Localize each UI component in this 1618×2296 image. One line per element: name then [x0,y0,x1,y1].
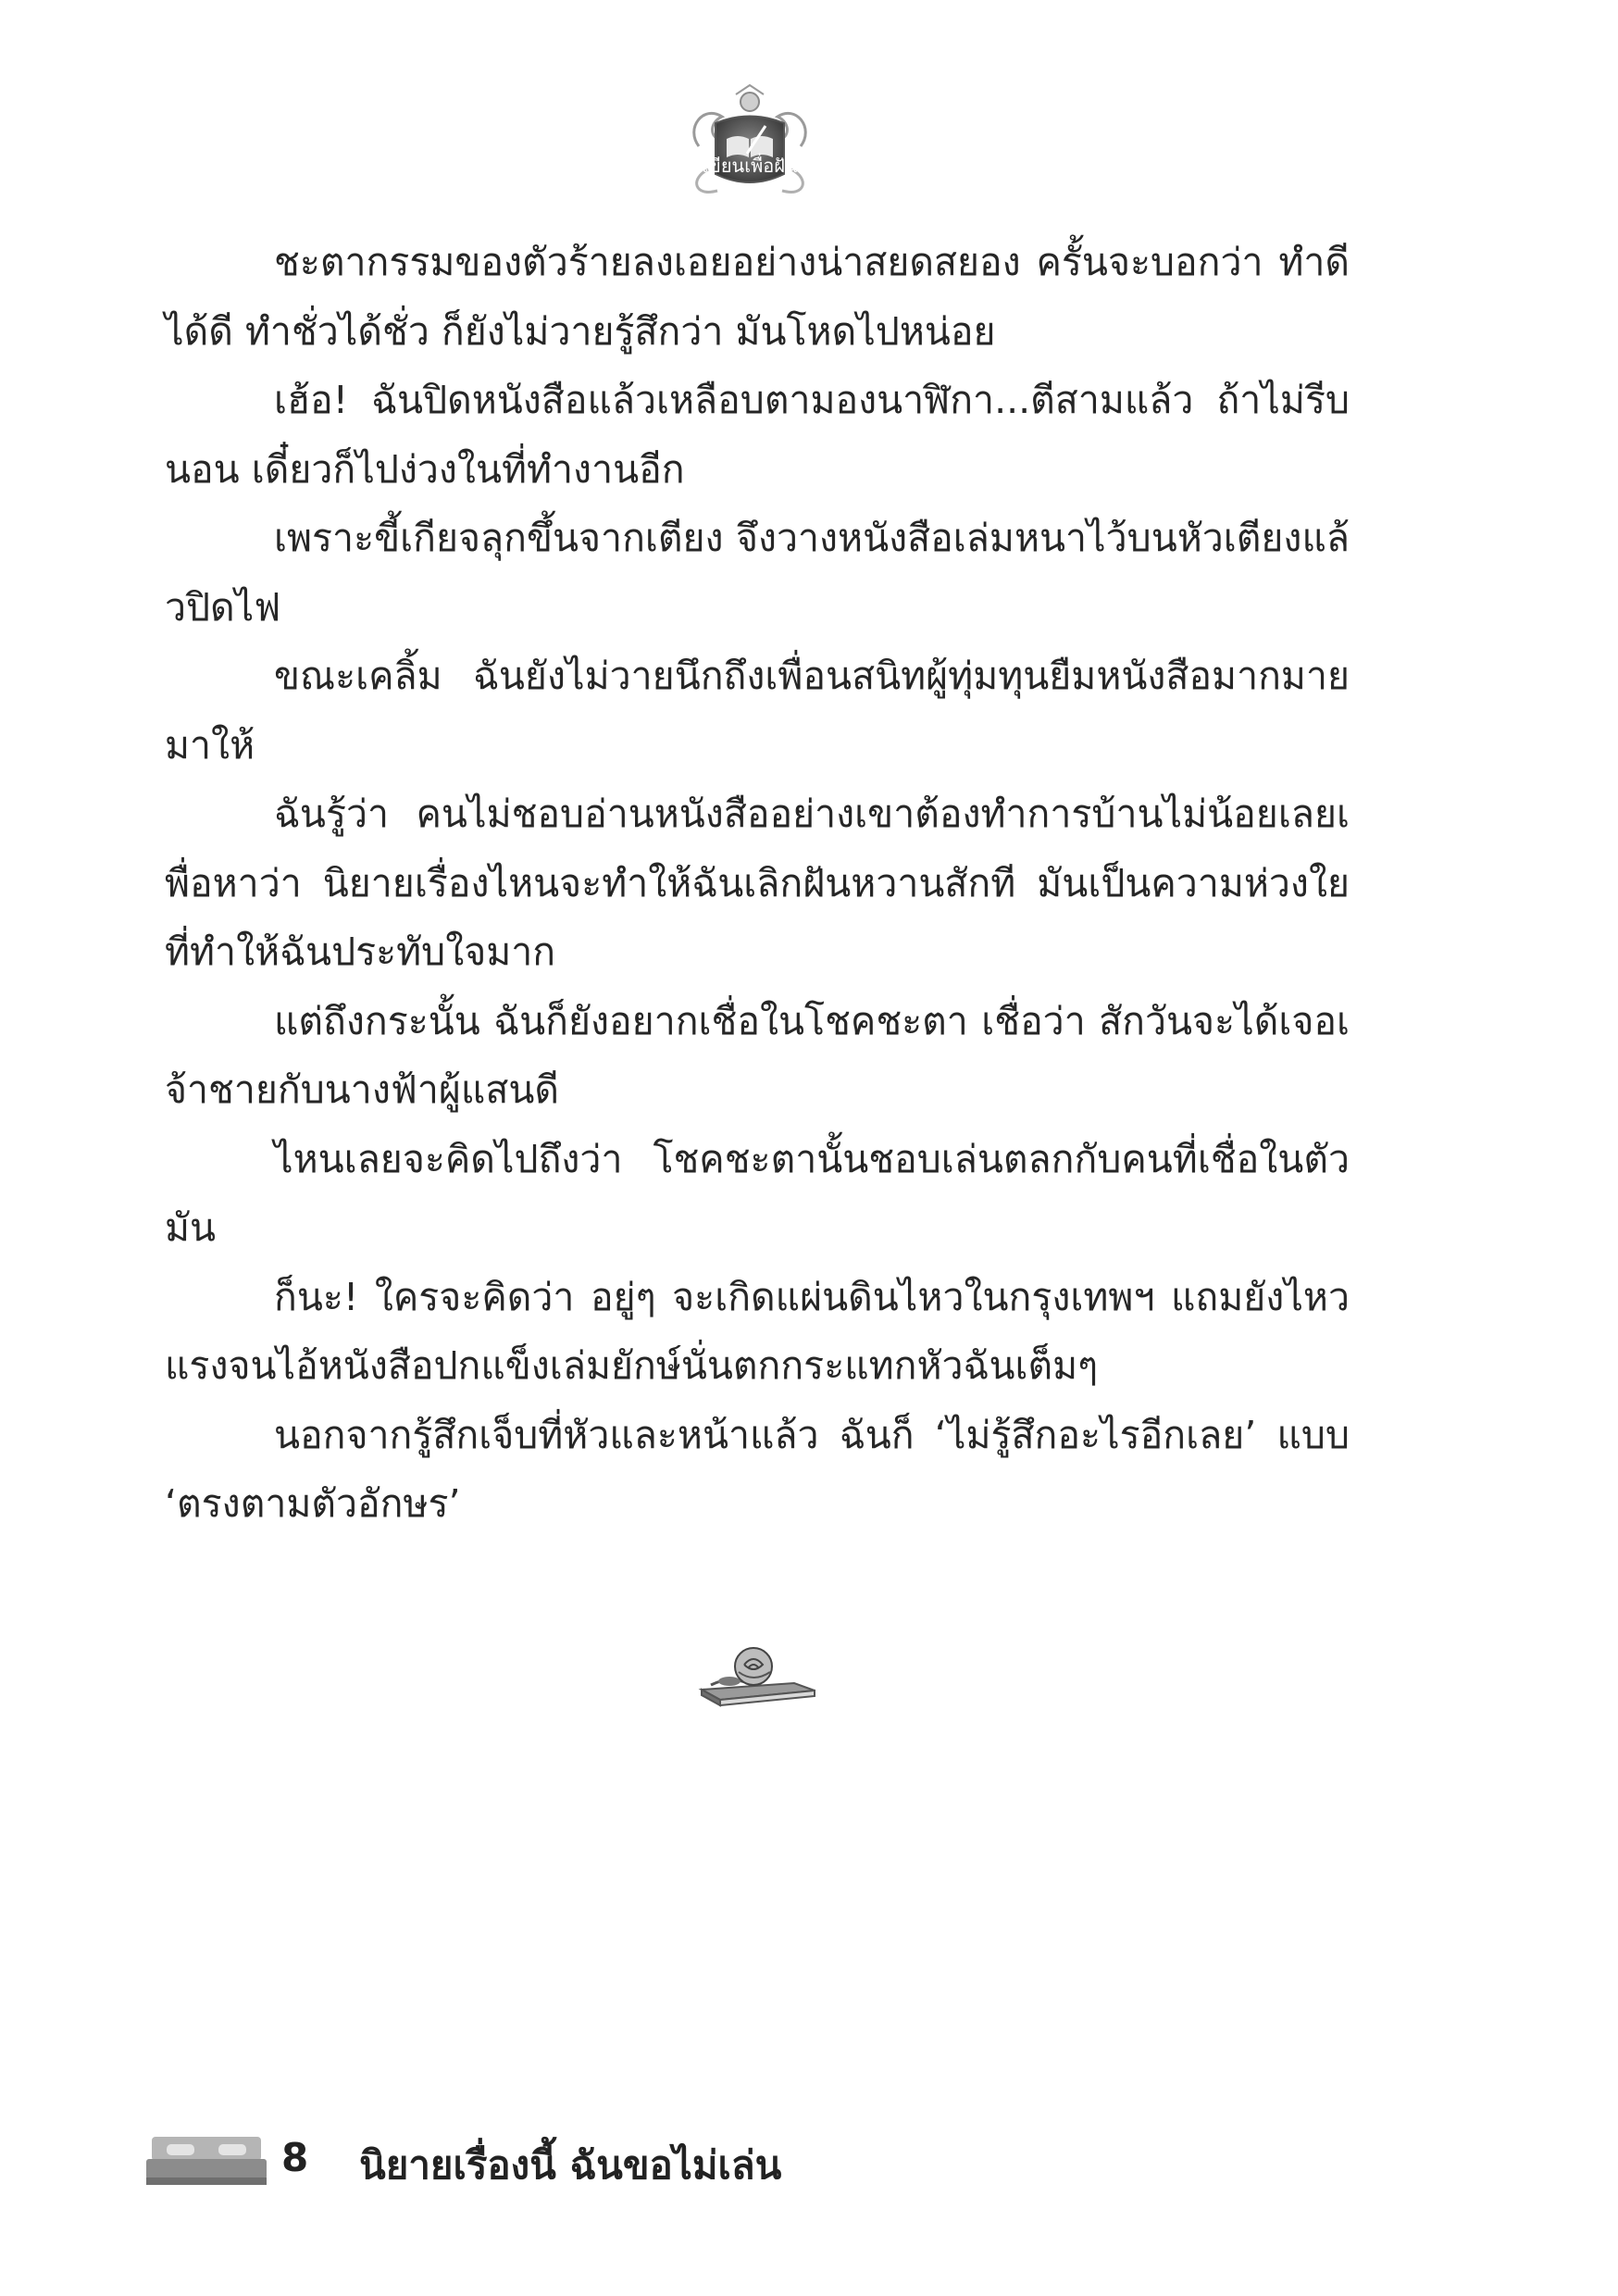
page-number: 8 [281,2135,309,2180]
paragraph: แต่ถึงกระนั้น ฉันก็ยังอยากเชื่อในโชคชะตา เชื่อว่า สักวันจะได้เจอเจ้าชายกับนางฟ้าผู้แสนดี [165,998,1350,1112]
rose-on-book-icon [692,1639,822,1713]
paragraph: นอกจากรู้สึกเจ็บที่หัวและหน้าแล้ว ฉันก็ ‘ไม่รู้สึกอะไรอีกเลย’ แบบ ‘ตรงตามตัวอักษร’ [165,1412,1350,1526]
open-book-ornament-icon [680,81,819,202]
paragraph: ไหนเลยจะคิดไปถึงว่า โชคชะตานั้นชอบเล่นตลกกับคนที่เชื่อในตัวมัน [165,1136,1350,1250]
paragraph: ก็นะ! ใครจะคิดว่า อยู่ๆ จะเกิดแผ่นดินไหวในกรุงเทพฯ แถมยังไหวแรงจนไอ้หนังสือปกแข็งเล่มยักษ์นั่นตกกระแทกหัวฉันเต็มๆ [165,1274,1350,1388]
bed-icon [146,2131,267,2190]
paragraph: เฮ้อ! ฉันปิดหนังสือแล้วเหลือบตามองนาฬิกา...ตีสามแล้ว ถ้าไม่รีบนอน เดี๋ยวก็ไปง่วงในที่ทำงานอีก [165,378,1350,492]
paragraph: ฉันรู้ว่า คนไม่ชอบอ่านหนังสืออย่างเขาต้องทำการบ้านไม่น้อยเลยเพื่อหาว่า นิยายเรื่องไหนจะทำให้ฉันเลิกฝันหวานสักที มันเป็นความห่วงใยที่ทำให้ฉันประทับใจมาก [165,792,1350,974]
paragraph: ขณะเคลิ้ม ฉันยังไม่วายนึกถึงเพื่อนสนิทผู้ทุ่มทุนยืมหนังสือมากมายมาให้ [165,654,1350,767]
body-text [165,228,1350,1539]
paragraph: ชะตากรรมของตัวร้ายลงเอยอย่างน่าสยดสยอง ครั้นจะบอกว่า ทำดีได้ดี ทำชั่วได้ชั่ว ก็ยังไม่วายรู้สึกว่า มันโหดไปหน่อย [165,240,1350,354]
logo-text: เขียนเพื่อฝัน [702,155,798,177]
page-footer [146,2120,1072,2203]
paragraph: เพราะขี้เกียจลุกขึ้นจากเตียง จึงวางหนังสือเล่มหนาไว้บนหัวเตียงแล้วปิดไฟ [165,516,1350,630]
book-title: นิยายเรื่องนี้ ฉันขอไม่เล่น [359,2142,782,2188]
